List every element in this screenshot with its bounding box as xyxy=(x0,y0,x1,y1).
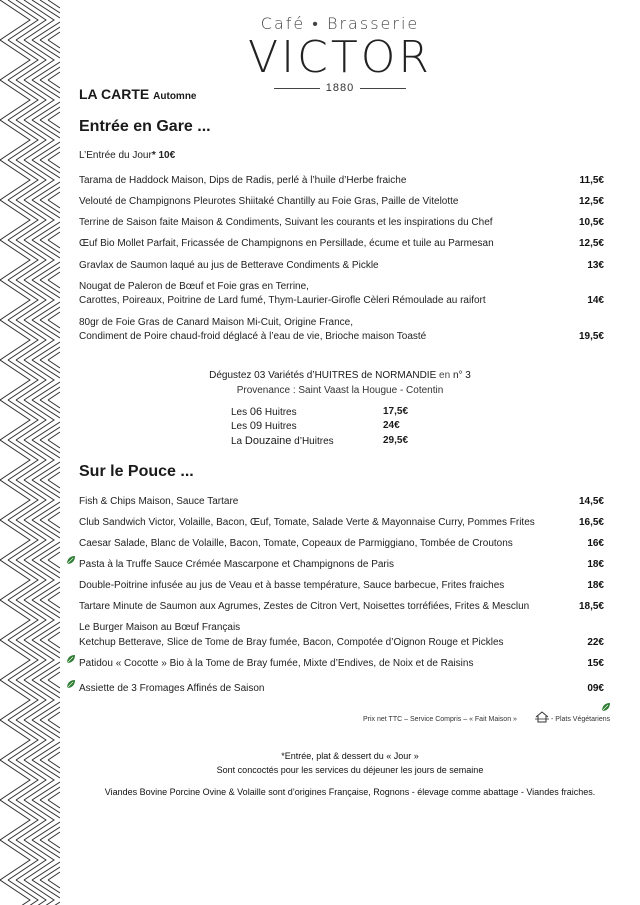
menu-item-desc: Carottes, Poireaux, Poitrine de Lard fumé, Thym-Laurier-Girofle Cèleri Rémoulade au raifort xyxy=(79,295,486,306)
fait-maison-icon xyxy=(535,711,549,723)
menu-item-price: 09€ xyxy=(587,683,604,694)
menu-item-name: Tarama de Haddock Maison, Dips de Radis, perlé à l’huile d’Herbe fraiche xyxy=(79,175,407,186)
menu-item-price: 19,5€ xyxy=(578,331,604,342)
entree-du-jour: L’Entrée du Jour* 10€ xyxy=(79,150,176,161)
menu-item-name: Caesar Salade, Blanc de Volaille, Bacon, Tomate, Copeaux de Parmiggiano, Tombée de Croutons xyxy=(79,538,513,549)
divider xyxy=(274,88,320,89)
carte-title: LA CARTE Automne xyxy=(79,86,197,102)
footer-line: *Entrée, plat & dessert du « Jour » xyxy=(281,751,419,761)
menu-item-name: Œuf Bio Mollet Parfait, Fricassée de Champignons en Persillade, écume et tuile au Parmesan xyxy=(79,238,494,249)
leaf-icon xyxy=(601,702,611,712)
menu-item-price: 12,5€ xyxy=(578,196,604,207)
menu-item-name: Le Burger Maison au Bœuf Français xyxy=(79,622,241,633)
menu-item-price: 16€ xyxy=(587,538,604,549)
menu-item-price: 10,5€ xyxy=(578,217,604,228)
menu-item-name: Velouté de Champignons Pleurotes Shiitaké Chantilly au Foie Gras, Paille de Vitelotte xyxy=(79,196,459,207)
menu-item-price: 11,5€ xyxy=(579,175,604,186)
huitres-title: Dégustez 03 Variétés d’HUITRES de NORMANDIE en n° 3 xyxy=(209,370,471,381)
brand-year: 1880 xyxy=(325,82,355,94)
footer-line: Sont concoctés pour les services du déjeuner les jours de semaine xyxy=(216,765,484,775)
menu-item-desc: Condiment de Poire chaud-froid déglacé à l’eau de vie, Brioche maison Toasté xyxy=(79,331,427,342)
footer-line: Viandes Bovine Porcine Ovine & Volaille sont d’origines Française, Rognons - élevage comme abattage - Viandes fraiches. xyxy=(104,787,596,797)
huitres-provenance: Provenance : Saint Vaast la Hougue - Cotentin xyxy=(236,385,444,396)
leaf-icon xyxy=(66,654,76,664)
huitres-price: 24€ xyxy=(383,420,400,431)
menu-item-name: 80gr de Foie Gras de Canard Maison Mi-Cuit, Origine France, xyxy=(79,317,354,328)
menu-item-price: 16,5€ xyxy=(578,517,604,528)
menu-item-price: 18,5€ xyxy=(578,601,604,612)
menu-item-name: Tartare Minute de Saumon aux Agrumes, Zestes de Citron Vert, Noisettes torréfiées, Frites & Mesclun xyxy=(79,601,530,612)
prix-note: Prix net TTC – Service Compris – « Fait Maison » xyxy=(363,716,517,723)
leaf-icon xyxy=(66,679,76,689)
section-title-pouce: Sur le Pouce ... xyxy=(79,463,194,480)
menu-item-name: Pasta à la Truffe Sauce Crémée Mascarpone et Champignons de Paris xyxy=(79,559,394,570)
menu-item-name: Gravlax de Saumon laqué au jus de Betterave Condiments & Pickle xyxy=(79,260,379,271)
menu-item-name: Patidou « Cocotte » Bio à la Tome de Bray fumée, Mixte d’Endives, de Noix et de Raisins xyxy=(79,658,474,669)
menu-item-price: 22€ xyxy=(587,637,604,648)
huitres-option: Les 09 Huitres xyxy=(231,420,297,432)
menu-item-name: Double-Poitrine infusée au jus de Veau et à basse température, Sauce barbecue, Frites fraiches xyxy=(79,580,505,591)
menu-item-price: 18€ xyxy=(587,580,604,591)
menu-item-name: Club Sandwich Victor, Volaille, Bacon, Œuf, Tomate, Salade Verte & Mayonnaise Curry, Pommes Frites xyxy=(79,517,535,528)
huitres-option: Les 06 Huitres xyxy=(231,406,297,418)
menu-item-desc: Ketchup Betterave, Slice de Tome de Bray fumée, Bacon, Compotée d’Oignon Rouge et Pickles xyxy=(79,637,504,648)
vege-note: - Plats Végétariens xyxy=(551,716,611,723)
geometric-border-pattern xyxy=(0,0,60,905)
section-title-entree: Entrée en Gare ... xyxy=(79,118,211,135)
season-label: Automne xyxy=(153,91,197,102)
menu-item-price: 13€ xyxy=(587,260,604,271)
menu-item-name: Assiette de 3 Fromages Affinés de Saison xyxy=(79,683,265,694)
menu-item-name: Nougat de Paleron de Bœuf et Foie gras en Terrine, xyxy=(79,281,309,292)
menu-item-price: 12,5€ xyxy=(578,238,604,249)
menu-item-price: 14€ xyxy=(587,295,604,306)
brand-logo xyxy=(240,14,440,94)
huitres-price: 17,5€ xyxy=(383,406,409,417)
menu-item-price: 18€ xyxy=(587,559,604,570)
brand-subtitle: Café • Brasserie xyxy=(260,14,420,33)
brand-name: VICTOR xyxy=(248,32,432,83)
huitres-price: 29,5€ xyxy=(383,435,409,446)
menu-item-price: 14,5€ xyxy=(578,496,604,507)
menu-item-price: 15€ xyxy=(587,658,604,669)
leaf-icon xyxy=(66,555,76,565)
menu-item-name: Terrine de Saison faite Maison & Condiments, Suivant les courants et les inspirations du Chef xyxy=(79,217,493,228)
divider xyxy=(360,88,406,89)
menu-item-name: Fish & Chips Maison, Sauce Tartare xyxy=(79,496,239,507)
huitres-option: La Douzaine d’Huitres xyxy=(231,435,334,447)
